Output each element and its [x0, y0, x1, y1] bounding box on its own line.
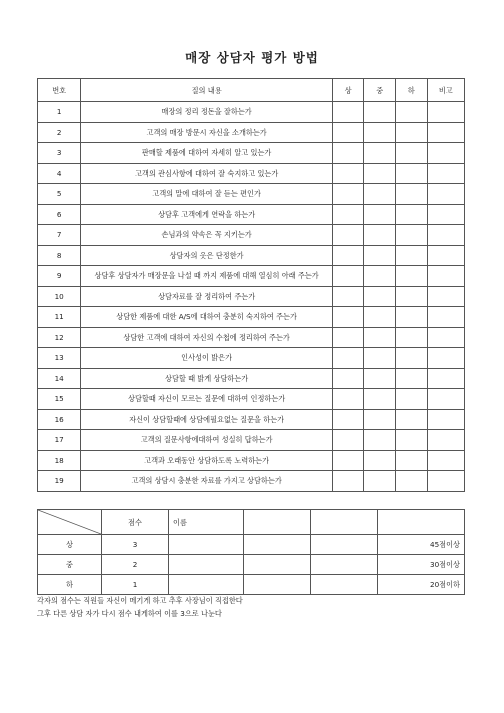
cell-mid: [364, 409, 396, 430]
cell-mid: [364, 368, 396, 389]
cell-low: [395, 122, 427, 143]
cell-high: [332, 122, 364, 143]
row-question: 상담할 때 밝게 상담하는가: [81, 368, 333, 389]
evaluation-row: [38, 204, 465, 225]
name-header: 이름: [169, 510, 244, 535]
cell-low: [395, 163, 427, 184]
cell-high: [332, 389, 364, 410]
grade-score: 1: [102, 575, 169, 595]
cell-mid: [364, 163, 396, 184]
evaluation-row: [38, 143, 465, 164]
cell-low: [395, 409, 427, 430]
row-question: 상담할때 자신이 모르는 질문에 대하여 인정하는가: [81, 389, 333, 410]
row-question: 상담한 고객에 대하여 자신의 수첩에 정리하여 주는가: [81, 327, 333, 348]
cell-mid: [364, 471, 396, 492]
evaluation-row: [38, 307, 465, 328]
score-header: 점수: [102, 510, 169, 535]
row-number: 3: [38, 143, 81, 164]
cell-mid: [364, 245, 396, 266]
cell-note: [427, 307, 464, 328]
cell-high: [332, 471, 364, 492]
cell-note: [427, 122, 464, 143]
cell-mid: [364, 225, 396, 246]
grade-threshold: 45점이상: [378, 535, 465, 555]
row-number: 12: [38, 327, 81, 348]
evaluation-row: [38, 225, 465, 246]
row-question: 매장의 정리 정돈을 잘하는가: [81, 102, 333, 123]
grade-label: 상: [38, 535, 102, 555]
cell-mid: [364, 266, 396, 287]
cell-note: [427, 450, 464, 471]
header-mid: 중: [364, 79, 396, 102]
blank-cell: [169, 535, 244, 555]
row-question: 고객의 매장 방문시 자신을 소개하는가: [81, 122, 333, 143]
cell-low: [395, 307, 427, 328]
cell-low: [395, 286, 427, 307]
cell-high: [332, 245, 364, 266]
evaluation-table: [37, 78, 465, 492]
note-line-1: 각자의 점수는 직원들 자신이 메기게 하고 추후 사장님이 직접한다: [37, 596, 243, 605]
header-high: 상: [332, 79, 364, 102]
evaluation-row: [38, 409, 465, 430]
evaluation-row: [38, 471, 465, 492]
evaluation-row: [38, 245, 465, 266]
row-number: 11: [38, 307, 81, 328]
cell-low: [395, 327, 427, 348]
cell-low: [395, 368, 427, 389]
cell-mid: [364, 307, 396, 328]
row-number: 10: [38, 286, 81, 307]
cell-note: [427, 102, 464, 123]
cell-mid: [364, 204, 396, 225]
cell-note: [427, 204, 464, 225]
notes: [37, 594, 243, 620]
blank-cell: [244, 510, 311, 535]
header-low: 하: [395, 79, 427, 102]
cell-high: [332, 348, 364, 369]
cell-high: [332, 307, 364, 328]
grade-score: 3: [102, 535, 169, 555]
evaluation-row: [38, 450, 465, 471]
row-number: 17: [38, 430, 81, 451]
row-number: 8: [38, 245, 81, 266]
cell-note: [427, 327, 464, 348]
cell-mid: [364, 389, 396, 410]
row-number: 5: [38, 184, 81, 205]
diagonal-line: [38, 510, 101, 534]
cell-note: [427, 266, 464, 287]
cell-note: [427, 184, 464, 205]
cell-high: [332, 430, 364, 451]
row-number: 7: [38, 225, 81, 246]
row-question: 판매할 제품에 대하여 자세히 알고 있는가: [81, 143, 333, 164]
cell-high: [332, 143, 364, 164]
evaluation-row: [38, 184, 465, 205]
score-row: [38, 575, 465, 595]
cell-note: [427, 225, 464, 246]
cell-mid: [364, 102, 396, 123]
cell-high: [332, 409, 364, 430]
header-number: 번호: [38, 79, 81, 102]
cell-note: [427, 163, 464, 184]
cell-low: [395, 266, 427, 287]
row-number: 2: [38, 122, 81, 143]
row-question: 고객의 질문사항에대하여 성실히 답하는가: [81, 430, 333, 451]
header-question: 질의 내용: [81, 79, 333, 102]
blank-cell: [311, 575, 378, 595]
row-question: 상담한 제품에 대한 A/S에 대하여 충분히 숙지하여 주는가: [81, 307, 333, 328]
cell-note: [427, 245, 464, 266]
cell-low: [395, 245, 427, 266]
row-number: 6: [38, 204, 81, 225]
cell-note: [427, 430, 464, 451]
cell-note: [427, 143, 464, 164]
cell-high: [332, 266, 364, 287]
score-table: [37, 509, 465, 595]
evaluation-row: [38, 430, 465, 451]
evaluation-row: [38, 163, 465, 184]
grade-threshold: 20점이하: [378, 575, 465, 595]
cell-high: [332, 286, 364, 307]
evaluation-row: [38, 102, 465, 123]
cell-note: [427, 368, 464, 389]
row-number: 19: [38, 471, 81, 492]
row-number: 4: [38, 163, 81, 184]
row-question: 상담자료를 잘 정리하여 주는가: [81, 286, 333, 307]
cell-high: [332, 450, 364, 471]
row-question: 고객의 관심사항에 대하여 잘 숙지하고 있는가: [81, 163, 333, 184]
cell-note: [427, 286, 464, 307]
grade-threshold: 30점이상: [378, 555, 465, 575]
cell-high: [332, 368, 364, 389]
cell-high: [332, 327, 364, 348]
score-row: [38, 555, 465, 575]
evaluation-row: [38, 286, 465, 307]
cell-low: [395, 225, 427, 246]
cell-low: [395, 430, 427, 451]
cell-low: [395, 102, 427, 123]
cell-note: [427, 471, 464, 492]
evaluation-row: [38, 348, 465, 369]
blank-cell: [244, 555, 311, 575]
cell-low: [395, 471, 427, 492]
evaluation-row: [38, 389, 465, 410]
evaluation-row: [38, 327, 465, 348]
blank-cell: [169, 575, 244, 595]
row-number: 15: [38, 389, 81, 410]
cell-low: [395, 389, 427, 410]
cell-high: [332, 184, 364, 205]
row-question: 인사성이 밝은가: [81, 348, 333, 369]
score-row: [38, 535, 465, 555]
row-number: 13: [38, 348, 81, 369]
blank-cell: [244, 575, 311, 595]
row-question: 고객과 오래동안 상담하도록 노력하는가: [81, 450, 333, 471]
row-question: 손님과의 약속은 꼭 지키는가: [81, 225, 333, 246]
cell-mid: [364, 122, 396, 143]
blank-cell: [311, 535, 378, 555]
cell-mid: [364, 430, 396, 451]
row-number: 9: [38, 266, 81, 287]
row-question: 자신이 상담할때에 상담에필요없는 질문을 하는가: [81, 409, 333, 430]
cell-low: [395, 348, 427, 369]
score-header-row: [38, 510, 465, 535]
cell-mid: [364, 184, 396, 205]
row-question: 상담후 고객에게 연락을 하는가: [81, 204, 333, 225]
blank-cell: [378, 510, 465, 535]
row-question: 고객의 말에 대하여 잘 듣는 편인가: [81, 184, 333, 205]
cell-low: [395, 204, 427, 225]
grade-score: 2: [102, 555, 169, 575]
blank-cell: [244, 535, 311, 555]
row-number: 16: [38, 409, 81, 430]
evaluation-row: [38, 266, 465, 287]
cell-mid: [364, 143, 396, 164]
evaluation-row: [38, 122, 465, 143]
cell-low: [395, 450, 427, 471]
blank-cell: [311, 510, 378, 535]
cell-high: [332, 204, 364, 225]
row-question: 고객의 상담시 충분한 자료를 가지고 상담하는가: [81, 471, 333, 492]
cell-low: [395, 143, 427, 164]
page-title: 매장 상담자 평가 방법: [185, 50, 319, 65]
cell-mid: [364, 348, 396, 369]
cell-mid: [364, 450, 396, 471]
row-question: 상담후 상담자가 매장문을 나설 때 까지 제품에 대해 열심히 아래 주는가: [81, 266, 333, 287]
cell-note: [427, 348, 464, 369]
evaluation-row: [38, 368, 465, 389]
cell-high: [332, 163, 364, 184]
row-number: 14: [38, 368, 81, 389]
diagonal-cell: [38, 510, 102, 535]
blank-cell: [311, 555, 378, 575]
blank-cell: [169, 555, 244, 575]
cell-high: [332, 102, 364, 123]
evaluation-header-row: [38, 79, 465, 102]
row-number: 18: [38, 450, 81, 471]
note-line-2: 그후 다른 상담 자가 다시 점수 내게하여 이를 3으로 나눈다: [37, 609, 222, 618]
header-note: 비고: [427, 79, 464, 102]
cell-note: [427, 389, 464, 410]
cell-note: [427, 409, 464, 430]
cell-mid: [364, 286, 396, 307]
grade-label: 하: [38, 575, 102, 595]
cell-mid: [364, 327, 396, 348]
cell-low: [395, 184, 427, 205]
grade-label: 중: [38, 555, 102, 575]
row-number: 1: [38, 102, 81, 123]
row-question: 상담자의 옷은 단정한가: [81, 245, 333, 266]
cell-high: [332, 225, 364, 246]
